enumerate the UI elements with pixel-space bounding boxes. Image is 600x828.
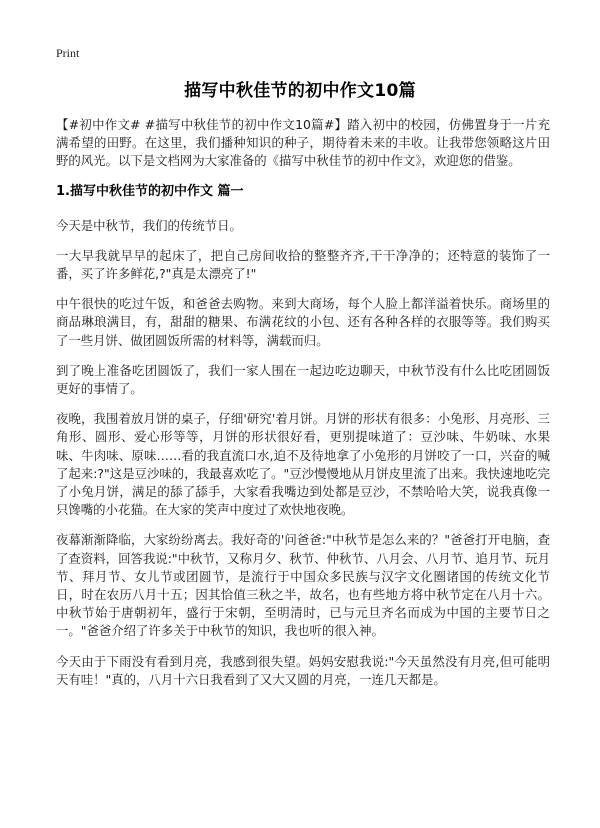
body-paragraph: 到了晚上准备吃团圆饭了，我们一家人围在一起边吃边聊天，中秋节没有什么比吃团圆饭更好的事情了。 xyxy=(56,362,550,397)
intro-paragraph: 【#初中作文# #描写中秋佳节的初中作文10篇#】踏入初中的校园，仿佛置身于一片充满希望的田野。在这里，我们播种知识的种子，期待着未来的丰收。让我带您领略这片田野的风光。以下是文档网为大家准备的《描写中秋佳节的初中作文》，欢迎您的借鉴。 xyxy=(56,117,550,169)
document-title: 描写中秋佳节的初中作文10篇 xyxy=(184,81,416,101)
body-paragraph: 夜幕渐渐降临，大家纷纷离去。我好奇的'问爸爸:"中秋节是怎么来的？"爸爸打开电脑，查了查资料，回答我说:"中秋节，又称月夕、秋节、仲秋节、八月会、八月节、追月节、玩月节、拜月节、女儿节或团圆节，是流行于中国众多民族与汉字文化圈诸国的传统文化节日，时在农历八月十五；因其恰值三秋之半，故名，也有些地方将中秋节定在八月十六。中秋节始于唐朝初年，盛行于宋朝，至明清时，已与元旦齐名而成为中国的主要节日之一。"爸爸介绍了许多关于中秋节的知识，我也听的很入神。 xyxy=(56,532,550,639)
section-heading: 1.描写中秋佳节的初中作文 篇一 xyxy=(56,183,244,199)
body-paragraph: 今天由于下雨没有看到月亮，我感到很失望。妈妈安慰我说:"今天虽然没有月亮,但可能明天有哇！"真的，八月十六日我看到了又大又圆的月亮，一连几天都是。 xyxy=(56,653,550,687)
document-body xyxy=(56,116,550,701)
body-paragraph: 一大早我就早早的起床了，把自己房间收拾的整整齐齐,干干净净的；还特意的装饰了一番，买了许多鲜花,?"真是太漂亮了!" xyxy=(56,247,550,282)
print-label: Print xyxy=(56,46,80,60)
body-paragraph: 夜晚，我围着放月饼的桌子，仔细'研究'着月饼。月饼的形状有很多：小兔形、月亮形、三角形、圆形、爱心形等等，月饼的形状很好看，更别提味道了：豆沙味、牛奶味、水果味、牛肉味、原味……看的我直流口水,迫不及待地拿了小兔形的月饼咬了一口，兴奋的喊了起来:?"这是豆沙味的，我最喜欢吃了。"豆沙慢慢地从月饼皮里流了出来。我快速地吃完了小兔月饼，满足的舔了舔手，大家看我嘴边到处都是豆沙，不禁哈哈大笑，说我真像一只馋嘴的小花猫。在大家的笑声中度过了欢快地夜晚。 xyxy=(56,411,550,518)
body-paragraph: 今天是中秋节，我们的传统节日。 xyxy=(56,217,242,233)
body-paragraph: 中午很快的吃过午饭，和爸爸去购物。来到大商场，每个人脸上都洋溢着快乐。商场里的商品琳琅满目，有，甜甜的糖果、布满花纹的小包、还有各种各样的衣服等等。我们购买了一些月饼、做团圆饭所需的材料等，满载而归。 xyxy=(56,296,550,348)
